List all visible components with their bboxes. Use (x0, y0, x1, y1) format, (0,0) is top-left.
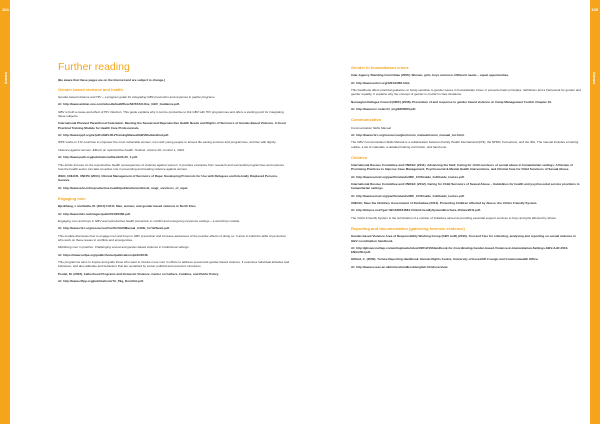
reference-description: GBV is both a cause and effect of HIV infection. This guide explains why it can be productive to link GBV with HIV programmes and offers a starting point for integrating these subjects. (58, 109, 284, 119)
right-column (351, 66, 583, 272)
page-title: Further reading (58, 61, 130, 73)
reference-description: This handbook offers practical guidance on being sensitive to gender issues in humanitarian crises. It presents basic principles, definitions and a framework for gender and gender equality. It explains why the concept of gender is crucial in crisis situations. (351, 88, 581, 97)
section-heading-gbv-health: Gender based violence and health (58, 86, 123, 92)
section-heading-reporting: Reporting and documentation (gathering forensic evidence) (351, 226, 465, 231)
reference-link[interactable]: At: https://www.unfpa.org/public/home/publications/pid/10046. (58, 252, 149, 257)
reference-title: International Rescue Committee and UNICEF (2011). Advancing the field: Caring for child survivors of sexual abuse in humanitarian settings. A Review of Promising Practices to Improve Case Management, Psychosocial & Mental Health Interventions, and Clinical Care for Child Survivors of Sexual Abuse. (351, 163, 573, 172)
reference-description: This article focuses on the reproductive health consequences of violence against women. It provides examples from research and successful programmes and explores how the health sector can take an active role in preventing and treating violence against women. (58, 162, 284, 171)
reference-link[interactable]: At: http://www.cffpp.org/publications/TA_Pkg_DomViol.pdf. (58, 279, 144, 284)
reference-description: This module discusses how to engage men and boys in GBV prevention and increase awareness of the positive effects of doing so. It aims to build the skills of personnel who work on these issues in conflicts and emergencies. (58, 233, 286, 243)
left-color-band (0, 0, 10, 424)
page-number-right: 105 (591, 7, 598, 12)
reference-description: This programme aims to inspire and guide those who want to involve more men in efforts to address sexual and gender-based violence. It examines individual attitudes and behaviour, and also attitudes and behaviour that are sustained by social, political and economic structures. (58, 260, 290, 269)
reference-link[interactable]: At: http://www.unhcr.org/4291d4f66.html. (351, 80, 411, 85)
section-heading-humanitarian: Gender in humanitarian crises (351, 65, 409, 70)
section-heading-children: Children (351, 154, 368, 160)
page-number-left: 104 (2, 7, 9, 12)
reference-title: UNICEF, Save the Children, Government of Zimbabwe (2012). Protecting Children Affected by Abuse: the Victim Friendly System. (351, 201, 538, 206)
reference-link[interactable]: At: http://www.rhrc.org/resources/Conflict%20Manual_CARE_for%20web.pdf. (58, 226, 170, 231)
reference-title: International Planned Parenthood Federation. Meeting the Sexual and Reproductive Health Needs and Rights of Survivors of Gender-Based Violence. A Good Practical Training Module for Health Care Professionals. (58, 121, 286, 130)
reference-description: The GBV Communication Skills Manual is a collaboration between Family Health International (FHI), the RHRC Consortium, and the IRC. The manual includes a training outline, a list of materials, a detailed training curriculum, and hand outs. (351, 140, 579, 149)
reference-title: Gender-based violence and HIV – a program guide for integrating GBV prevention and response in pepfar programs. (58, 95, 216, 100)
reference-link[interactable]: At: http://www.who.int/reproductive-health/publications/clinical_mngt_survivors_of_rape/. (58, 185, 189, 190)
reference-link[interactable]: At: http://www.aidstar-one.com/sites/default/files/AIDSTAR-One_GBV_Guidance.pdf. (58, 102, 180, 107)
reference-link[interactable]: At: http://gbvaor.net/wp-content/uploads/sites/3/2012/10/Handbook-for-Coordinating-Gender-based-Violence-in-Humanitarian-Settings-GBV-AoR-2010-ENGLISH.pdf. (351, 245, 569, 255)
reference-title: Engaging men and boys in GBV and reproductive health prevention in conflict and emergency-response settings – a workshop module. (58, 219, 241, 224)
reference-link[interactable]: At: http://mhpss.net/?get=49/1328164684-VictimFriendlySystemBrochure-15June2011.pdf. (351, 208, 481, 213)
reference-link[interactable]: At: http://www.essex.ac.uk/torturehandbook/english.htm#overview. (351, 264, 449, 269)
reference-link[interactable]: At: http://www.unicef.org/pacificislands/IRC_CCSGuide_FullGuide_lowres.pdf. (351, 174, 465, 179)
side-tab-right: Annex (592, 72, 597, 85)
section-heading-engaging-men: Engaging men (58, 195, 86, 201)
reference-description: IPPF works in 172 countries to empower the most vulnerable women, men and young people to access life-saving services and programmes, and live with dignity. (58, 140, 277, 145)
section-heading-communication: Communication (351, 117, 382, 123)
reference-title: Norwegian Refugee Council (NRC) (2008). Prevention of and response to gender based violence. In Camp Management Toolkit, Chapter 10. (351, 99, 552, 104)
reference-title: Violence against women. Effects on reproductive health. Outlook, volume 20, number 1, 2001. (58, 147, 185, 152)
reference-title: Giffard, C. (2000). Torture Reporting Handbook. Human Rights Centre, University of Essex/UK Foreign and Commonwealth Office. (351, 257, 539, 262)
reference-title: Communication Skills Manual (351, 125, 391, 130)
reference-link[interactable]: At: http://www.ippf.org/nr/pdfs/GBV-RH/TrainingManual/GBVModuleHind.pdf. (58, 133, 170, 138)
reference-link[interactable]: At: http://www.rhrc.org/resources/gbv/comm_manual/comm_manual_toc.html. (351, 132, 465, 137)
reference-title: Bjerkhaug, I. and Bella, M. (2014) FAFO. Men, women, and gender-based violence in North Kivu. (58, 204, 197, 209)
reference-title: Inter-Agency Standing Committee (2006). Women, girls, boys and men. Different needs – equal opportunities. (351, 73, 510, 78)
reference-link[interactable]: At: http://www.unicef.org/pacificislands/IRC_CCSGuide_FullGuide_lowres.pdf. (351, 193, 465, 198)
reference-description: The Victim Friendly System is the culmination of a number of initiatives aimed at providing essential support services to boys and girls affected by abuse. (351, 215, 557, 220)
intro-note: (Be aware that these pages are on the Internet and are subject to change.) (58, 77, 166, 82)
left-column (58, 62, 290, 287)
reference-link[interactable]: At: http://www.nrc.no/arch/_img/9293583.pdf. (351, 107, 417, 112)
reference-link[interactable]: At: http://www.path.org/publications/files/EOL20_1.pdf. (58, 155, 138, 160)
reference-title: WHO, UNHCR, UNFPA (2004). Clinical Management of Survivors of Rape: Developing Protocols for Use with Refugees and Internally Displaced Persons. Geneva. (58, 174, 278, 183)
reference-link[interactable]: At: http://www.fafo.no/images/pub/2014/20366.pdf. (58, 211, 131, 216)
reference-title: Mobilising men in practice. Challenging sexual and gender-based violence in institutional settings. (58, 245, 190, 250)
reference-title: Poulet, M. (2003). Fatherhood Programs and Domestic Violence. Center on Fathers, Families, and Public Policy. (58, 271, 219, 276)
side-tab-left: Annex (3, 72, 8, 85)
reference-title: International Rescue Committee and UNICEF (2012). Caring for Child Survivors of Sexual Abuse – Guidelines for health and psychosocial service providers in humanitarian settings. (351, 182, 580, 191)
reference-title: Gender-based Violence Area of Responsibility Working Group (GBV AoR) (2010). Tool and Tips for collecting, analysing and reporting on sexual violence in GBV coordination handbook. (351, 234, 576, 243)
right-color-band (590, 0, 600, 424)
